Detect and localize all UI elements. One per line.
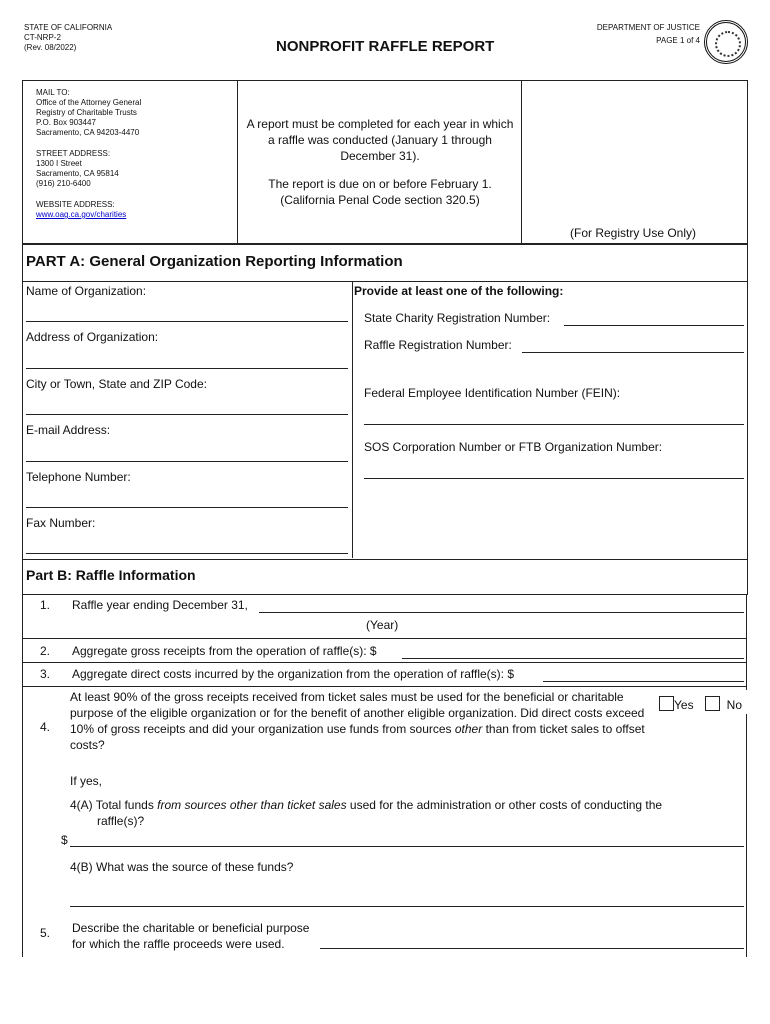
org-name-label: Name of Organization:	[26, 284, 147, 298]
raffle-year-field[interactable]	[259, 612, 744, 613]
mail-line: Office of the Attorney General	[36, 98, 142, 107]
q4a-text: 4(A) Total funds	[70, 798, 158, 812]
q1-label: Raffle year ending December 31,	[72, 598, 248, 612]
mail-line: Sacramento, CA 94203-4470	[36, 128, 140, 137]
department-label: DEPARTMENT OF JUSTICE	[596, 23, 700, 32]
mail-line: Registry of Charitable Trusts	[36, 108, 137, 117]
year-caption: (Year)	[366, 618, 399, 632]
yes-checkbox[interactable]	[659, 696, 674, 711]
registry-use-label: (For Registry Use Only)	[570, 226, 697, 240]
notice-block	[242, 116, 518, 208]
if-yes-label: If yes,	[70, 774, 103, 788]
notice-paragraph-1: A report must be completed for each year in which a raffle was conducted (January 1 through December 31).	[246, 117, 514, 163]
email-field[interactable]	[26, 461, 348, 462]
telephone-field[interactable]	[26, 507, 348, 508]
q5-question	[72, 920, 309, 952]
funds-source-field[interactable]	[70, 906, 744, 907]
provide-one-label: Provide at least one of the following:	[354, 284, 564, 298]
q4a-emphasis: from sources other than ticket sales	[157, 798, 347, 812]
fein-label: Federal Employee Identification Number (FEIN):	[364, 386, 621, 400]
fax-field[interactable]	[26, 553, 348, 554]
mail-line: P.O. Box 903447	[36, 118, 96, 127]
yes-label: Yes	[674, 698, 694, 712]
q4a-text-end: used for the administration or other costs of conducting the	[346, 798, 663, 812]
form-header-left	[24, 23, 112, 53]
no-option[interactable]	[705, 696, 742, 712]
state-label: STATE OF CALIFORNIA	[24, 23, 113, 32]
website-label: WEBSITE ADDRESS:	[36, 200, 115, 209]
sos-label: SOS Corporation Number or FTB Organization Number:	[364, 440, 663, 454]
website-link[interactable]: www.oag.ca.gov/charities	[36, 210, 127, 219]
org-name-field[interactable]	[26, 321, 348, 322]
no-checkbox[interactable]	[705, 696, 720, 711]
q4-question	[70, 689, 655, 753]
q4a-question	[70, 797, 730, 829]
telephone-label: Telephone Number:	[26, 470, 131, 484]
q4a-dollar: $	[61, 833, 68, 847]
q2-label: Aggregate gross receipts from the operation of raffle(s): $	[72, 644, 377, 658]
direct-costs-field[interactable]	[543, 681, 744, 682]
street-line: Sacramento, CA 95814	[36, 169, 119, 178]
q1-number: 1.	[40, 598, 51, 612]
charitable-purpose-field[interactable]	[320, 948, 744, 949]
street-address-label: STREET ADDRESS:	[36, 149, 111, 158]
form-number: CT-NRP-2	[24, 33, 61, 42]
q5-line2: for which the raffle proceeds were used.	[72, 937, 285, 951]
raffle-registration-label: Raffle Registration Number:	[364, 338, 512, 352]
street-line: 1300 I Street	[36, 159, 82, 168]
q3-number: 3.	[40, 667, 51, 681]
revision-date: (Rev. 08/2022)	[24, 43, 77, 52]
raffle-registration-field[interactable]	[522, 352, 744, 353]
q3-label: Aggregate direct costs incurred by the organization from the operation of raffle(s): $	[72, 667, 515, 681]
notice-paragraph-2: The report is due on or before February 1. (California Penal Code section 320.5)	[268, 177, 492, 207]
q5-number: 5.	[40, 926, 51, 940]
email-label: E-mail Address:	[26, 423, 111, 437]
charity-registration-label: State Charity Registration Number:	[364, 311, 551, 325]
q4-emphasis: other	[454, 722, 483, 736]
city-state-zip-label: City or Town, State and ZIP Code:	[26, 377, 207, 391]
yes-option[interactable]	[659, 696, 694, 712]
q2-number: 2.	[40, 644, 51, 658]
q5-line1: Describe the charitable or beneficial purpose	[72, 921, 310, 935]
q4b-question: 4(B) What was the source of these funds?	[70, 860, 294, 874]
gross-receipts-field[interactable]	[402, 658, 744, 659]
part-b-title: Part B: Raffle Information	[26, 567, 196, 583]
mail-to-label: MAIL TO:	[36, 88, 70, 97]
part-a-title: PART A: General Organization Reporting Information	[26, 253, 403, 270]
q4-text: At least 90% of the gross receipts received from ticket sales must be used for the beneficial or charitable purpose of the eligible organization or for the benefit of another eligible organization. Did direct costs exceed 10% of gross receipts and did your organization use funds from sources	[70, 690, 645, 736]
other-funds-amount-field[interactable]	[70, 846, 744, 847]
state-seal-icon	[704, 20, 748, 64]
form-header-right	[560, 23, 700, 46]
q4-number: 4.	[40, 720, 51, 734]
q4a-text-line2: raffle(s)?	[97, 814, 145, 828]
charity-registration-field[interactable]	[564, 325, 744, 326]
city-state-zip-field[interactable]	[26, 414, 348, 415]
fax-label: Fax Number:	[26, 516, 96, 530]
no-label: No	[726, 698, 743, 712]
page-title: NONPROFIT RAFFLE REPORT	[276, 38, 495, 55]
page-number: PAGE 1 of 4	[656, 36, 700, 45]
fein-field[interactable]	[364, 424, 744, 425]
org-address-label: Address of Organization:	[26, 330, 159, 344]
org-address-field[interactable]	[26, 368, 348, 369]
phone-line: (916) 210-6400	[36, 179, 91, 188]
sos-field[interactable]	[364, 478, 744, 479]
mail-block	[36, 88, 231, 220]
q4-text-end: than from ticket sales to offset costs?	[70, 722, 645, 752]
